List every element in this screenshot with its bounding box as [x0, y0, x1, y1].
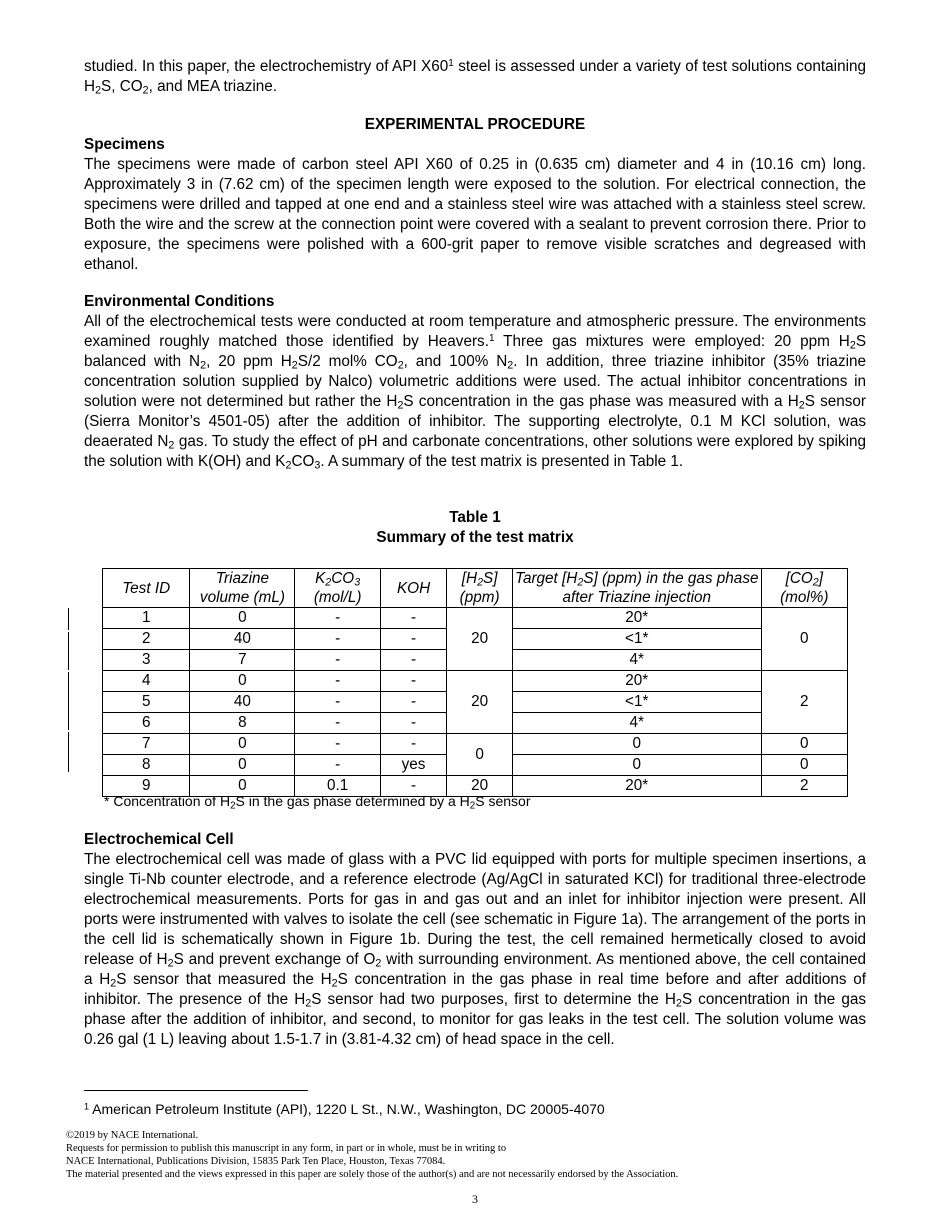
page-number: 3	[472, 1192, 478, 1206]
page-footnote: $^1$ American Petroleum Institute (API), 1220 L St., N.W., Washington, DC 20005-4070	[84, 1101, 605, 1117]
cell-section	[84, 830, 866, 1050]
table-row: 6 8 - - 4*	[103, 713, 848, 734]
table-footnote: * Concentration of $H_2S$ in the gas phase determined by a $H_2S$ sensor	[104, 793, 531, 812]
table-row: 3 7 - - 4*	[103, 650, 848, 671]
specimens-paragraph: The specimens were made of carbon steel API X60 of 0.25 in (0.635 cm) diameter and 4 in (10.16 cm) long. Approximately 3 in (7.62 cm) of the specimen length were exposed to the solution. For electrical connection, the specimens were drilled and tapped at one end and a stainless steel wire was attached with a stainless steel screw. Both the wire and the screw at the connection point were covered with a sealant to prevent corrosion there. Prior to exposure, the specimens were polished with a 600-grit paper to remove visible scratches and degreased with ethanol.	[84, 156, 866, 273]
change-bar	[68, 632, 69, 670]
change-bar	[68, 672, 69, 730]
col-header-triazine: Triazine volume (mL)	[190, 569, 295, 608]
specimens-section	[84, 135, 866, 275]
table-label: Table 1	[449, 509, 501, 526]
table-caption: Summary of the test matrix	[376, 529, 574, 546]
change-bar	[68, 608, 69, 630]
col-header-h2s: $[H_2S]$ (ppm)	[447, 569, 513, 608]
copyright-notice: ©2019 by NACE International. Requests for permission to publish this manuscript in any form, in part or in whole, must be in writing to NACE International, Publications Division, 15835 Park Ten Place, Houston, Texas 77084. The material presented and the views expressed in this paper are solely those of the author(s) and are not necessarily endorsed by the Association.	[66, 1130, 679, 1180]
col-header-test-id: Test ID	[103, 569, 190, 608]
col-header-koh: KOH	[380, 569, 447, 608]
col-header-co2: $[CO_2]$ (mol%)	[761, 569, 847, 608]
cell-heading: Electrochemical Cell	[84, 831, 234, 848]
table-row: 9 0 0.1 - 20 20* 2	[103, 776, 848, 797]
col-header-k2co3: $K_2CO_3$ (mol/L)	[295, 569, 380, 608]
environment-section	[84, 292, 866, 472]
test-matrix-table	[102, 568, 848, 797]
intro-paragraph: studied. In this paper, the electrochemistry of API $X60^1$ steel is assessed under a variety of test solutions containing $H_2S$, $CO_2$, and MEA triazine.	[84, 58, 866, 97]
environment-paragraph: All of the electrochemical tests were conducted at room temperature and atmospheric pressure. The environments examined roughly matched those identified by Heavers.$^1$ Three gas mixtures were employed: 20 ppm $H_2S$ balanced with $N_2$, 20 ppm $H_2S/2$ mol% $CO_2$, and 100% $N_2$. In addition, three triazine inhibitor (35% triazine concentration solution supplied by Nalco) volumetric additions were used. The actual inhibitor concentrations in solution were not determined but rather the $H_2S$ concentration in the gas phase was measured with a $H_2S$ sensor (Sierra Monitor’s 4501-05) after the addition of inhibitor. The supporting electrolyte, 0.1 M KCl solution, was deaerated $N_2$ gas. To study the effect of pH and carbonate concentrations, other solutions were explored by spiking the solution with K(OH) and $K_2CO_3$. A summary of the test matrix is presented in Table 1.	[84, 313, 867, 472]
cell-paragraph: The electrochemical cell was made of glass with a PVC lid equipped with ports for multiple specimen insertions, a single Ti-Nb counter electrode, and a reference electrode (Ag/AgCl in saturated KCl) for traditional three-electrode electrochemical measurements. Ports for gas in and gas out and an inlet for inhibitor injection were present. All ports were instrumented with valves to isolate the cell (see schematic in Figure 1a). The arrangement of the ports in the cell lid is schematically shown in Figure 1b. During the test, the cell remained hermetically closed to avoid release of $H_2S$ and prevent exchange of $O_2$ with surrounding environment. As mentioned above, the cell contained a $H_2S$ sensor that measured the $H_2S$ concentration in the gas phase in real time before and after additions of inhibitor. The presence of the $H_2S$ sensor had two purposes, first to determine the $H_2S$ concentration in the gas phase after the addition of inhibitor, and second, to monitor for gas leaks in the test cell. The solution volume was 0.26 gal (1 L) leaving about 1.5-1.7 in (3.81-4.32 cm) of head space in the cell.	[84, 851, 866, 1048]
table-row: 4 0 - - 20 20* 2	[103, 671, 848, 692]
specimens-heading: Specimens	[84, 136, 165, 153]
section-title: EXPERIMENTAL PROCEDURE	[364, 116, 586, 133]
table-row: 2 40 - - <1*	[103, 629, 848, 650]
table-header-row	[103, 569, 848, 608]
table-row: 8 0 - yes 0 0	[103, 755, 848, 776]
environment-heading: Environmental Conditions	[84, 293, 275, 310]
table-row: 5 40 - - <1*	[103, 692, 848, 713]
col-header-target: Target $[H_2S]$ (ppm) in the gas phase after Triazine injection	[512, 569, 761, 608]
footnote-divider	[84, 1090, 308, 1091]
change-bar	[68, 732, 69, 772]
table-row: 7 0 - - 0 0 0	[103, 734, 848, 755]
table-row: 1 0 - - 20 20* 0	[103, 608, 848, 629]
